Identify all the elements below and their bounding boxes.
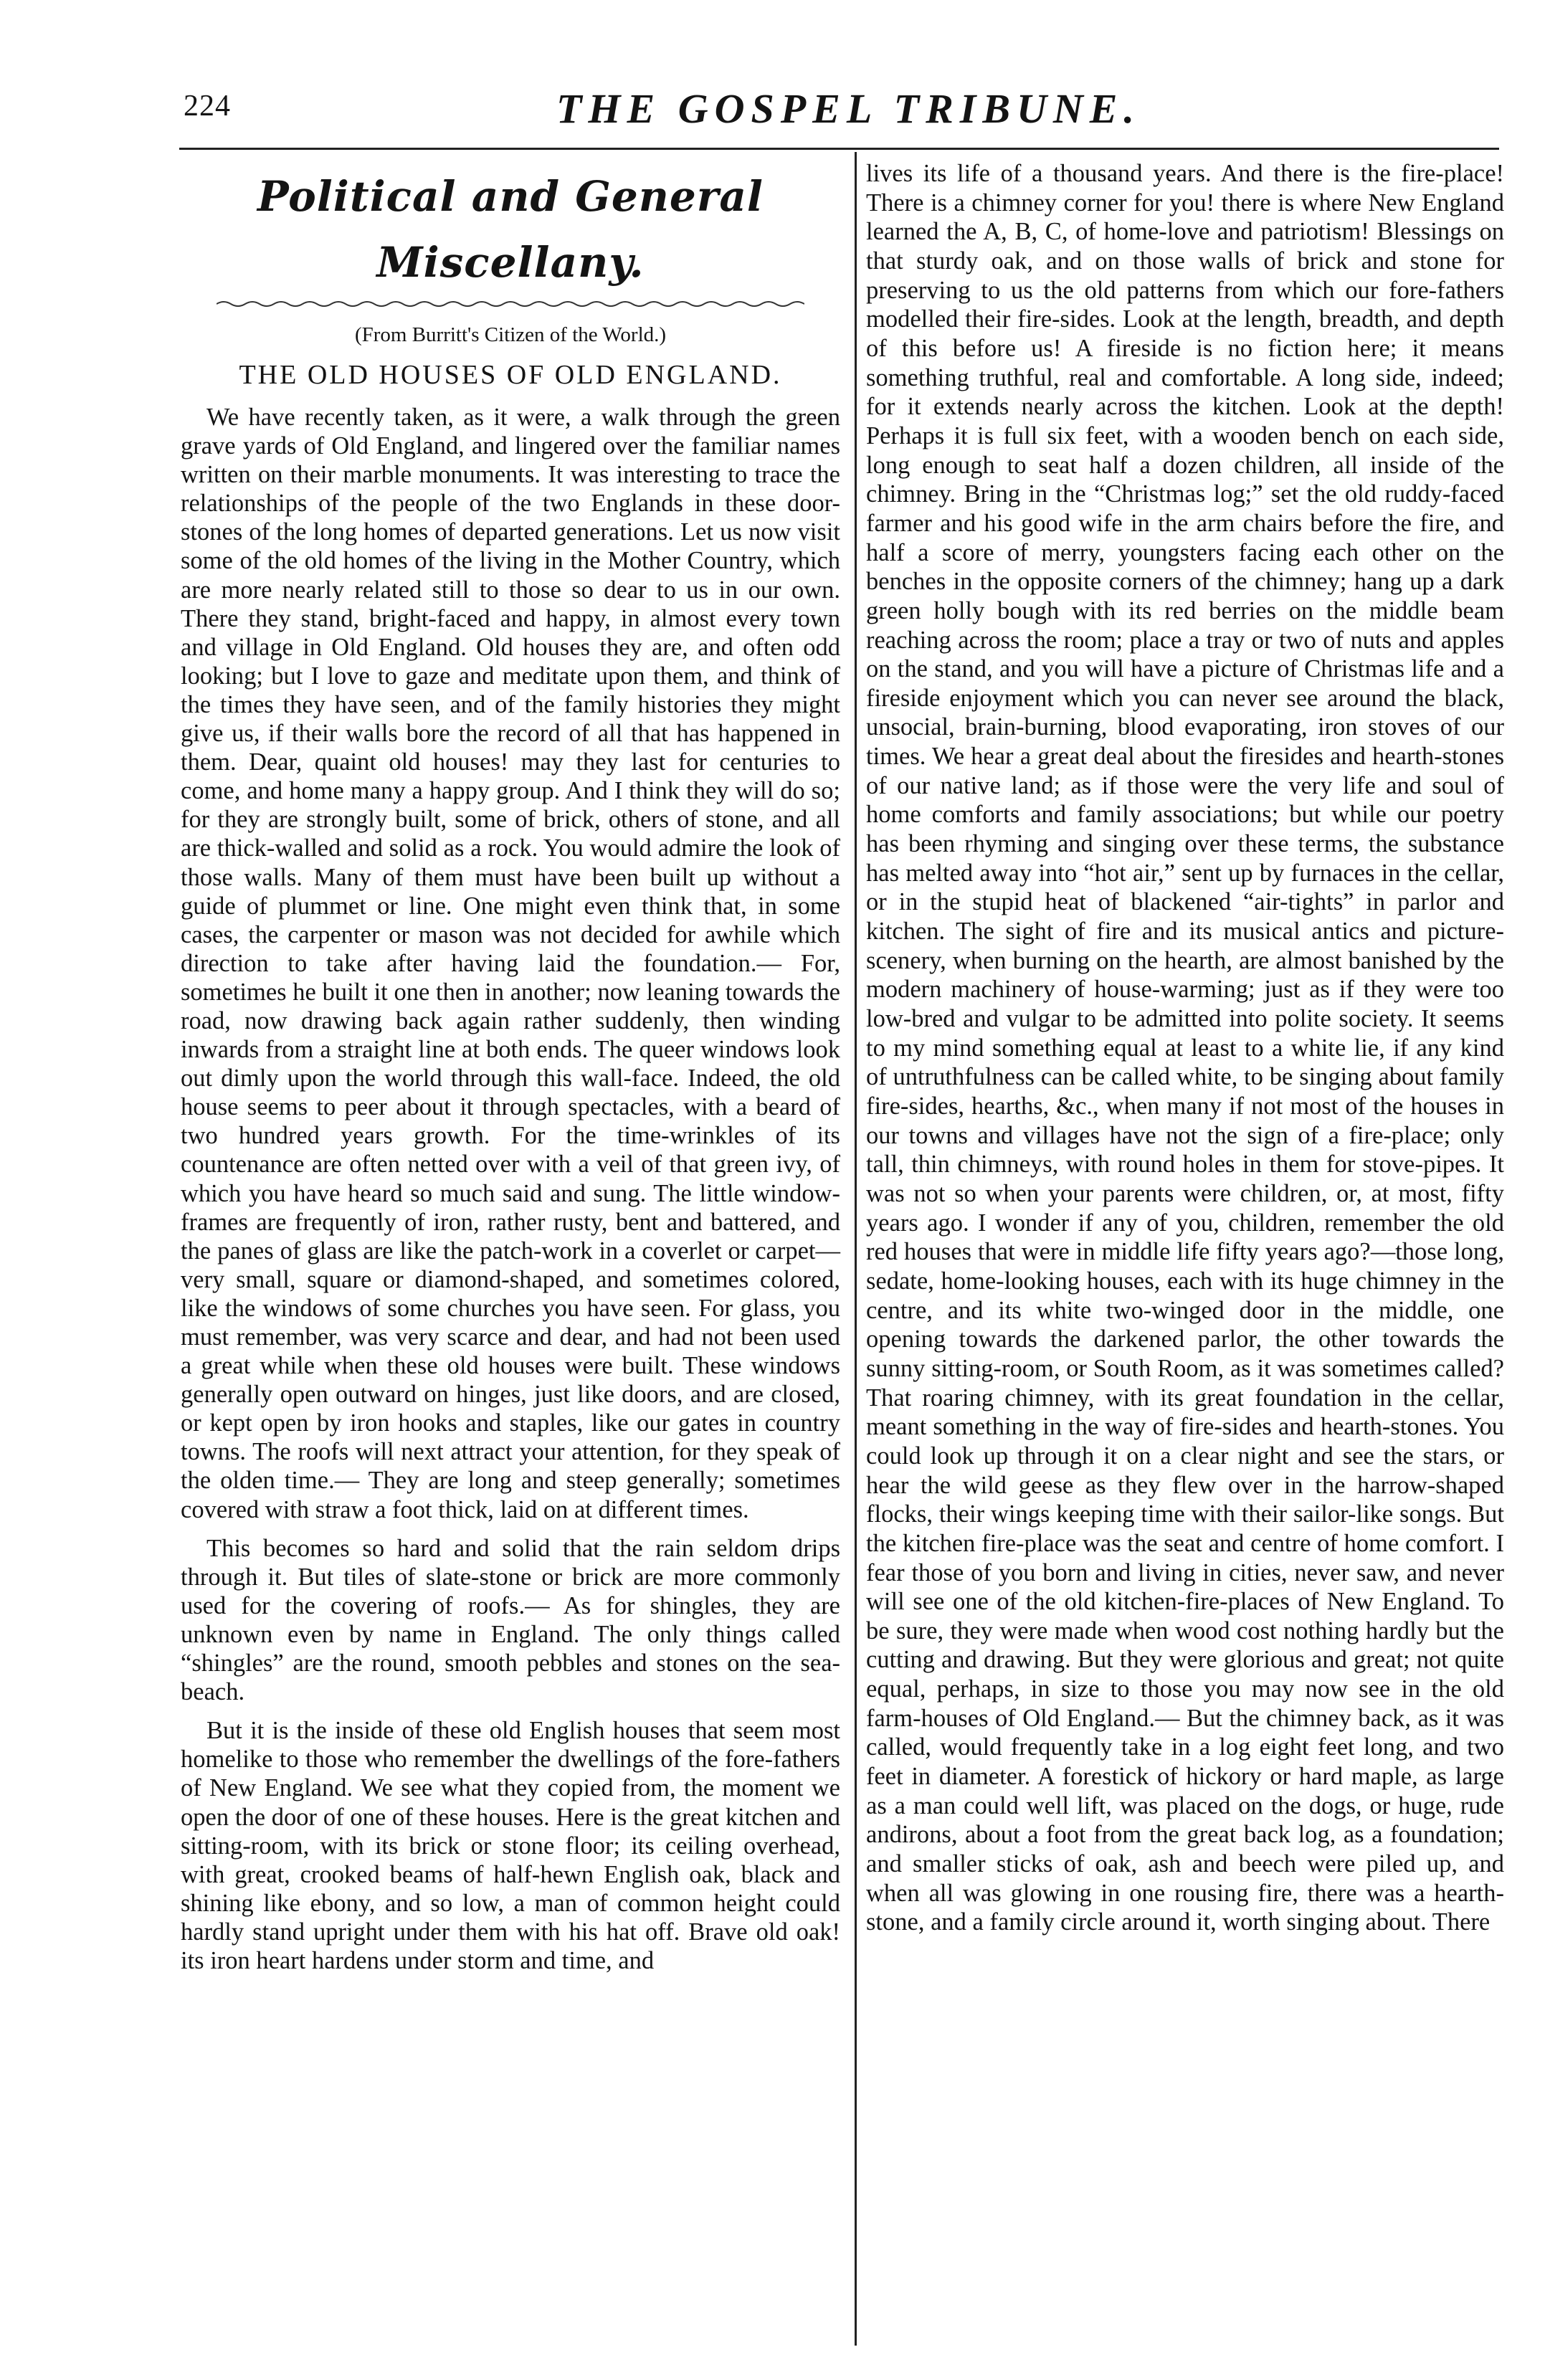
page-number: 224 bbox=[184, 90, 231, 123]
paragraph: This becomes so hard and solid that the rain seldom drips through it. But tiles of slate-stone or brick are more commonly used for the covering of roofs.— As for shingles, they are unknown even by name in England. The only things called “shingles” are the round, smooth pebbles and stones on the sea-beach. bbox=[181, 1534, 840, 1706]
paragraph: We have recently taken, as it were, a walk through the green grave yards of Old England, and lingered over the familiar names written on their marble monuments. It was interesting to trace the relationships of the people of the two Englands in these door-stones of the long homes of departed generations. Let us now visit some of the old homes of the living in the Mother Country, which are more nearly related still to those so dear to us in our own. There they stand, bright-faced and happy, in almost every town and village in Old England. Old houses they are, and often odd looking; but I love to gaze and meditate upon them, and think of the times they have seen, and of the family histories they might give us, if their walls bore the record of all that has happened in them. Dear, quaint old houses! may they last for centuries to come, and home many a happy group. And I think they will do so; for they are strongly built, some of brick, others of stone, and all are thick-walled and solid as a rock. You would admire the look of those walls. Many of them must have been built up without a guide of plummet or line. One might even think that, in some cases, the carpenter or mason was not decided for awhile which direction to take after having laid the foundation.— For, sometimes he built it one then in another; now leaning towards the road, now drawing back again rather suddenly, then winding inwards from a straight line at both ends. The queer windows look out dimly upon the world through this wall-face. Indeed, the old house seems to peer about it through spectacles, with a beard of two hundred years growth. For the time-wrinkles of its countenance are often netted over with a veil of that green ivy, of which you have heard so much said and sung. The little window-frames are frequently of iron, rather rusty, bent and battered, and the panes of glass are like the patch-work in a coverlet or carpet—very small, square or diamond-shaped, and sometimes colored, like the windows of some churches you have seen. For glass, you must remember, was very scarce and dear, and had not been used a great while when these old houses were built. These windows generally open outward on hinges, just like doors, and are closed, or kept open by iron hooks and staples, like our gates in country towns. The roofs will next attract your attention, for they speak of the olden time.— They are long and steep generally; sometimes covered with straw a foot thick, laid on at different times. bbox=[181, 404, 840, 1523]
left-column-body bbox=[181, 403, 840, 1975]
running-head bbox=[184, 85, 1499, 135]
column-divider bbox=[855, 152, 857, 2346]
journal-title: THE GOSPEL TRIBUNE. bbox=[556, 85, 1141, 132]
article-title: THE OLD HOUSES OF OLD ENGLAND. bbox=[239, 360, 782, 390]
left-column bbox=[181, 159, 840, 1975]
source-attribution: (From Burritt's Citizen of the World.) bbox=[354, 323, 667, 346]
section-title: Political and General Miscellany. bbox=[257, 172, 764, 287]
header-rule bbox=[179, 148, 1499, 150]
ornamental-rule bbox=[217, 298, 804, 310]
right-column bbox=[866, 159, 1504, 1937]
paragraph: lives its life of a thousand years. And there is the fire-place! There is a chimney corner for you! there is where New England learned the A, B, C, of home-love and patriotism! Blessings on that sturdy oak, and on those walls of brick and stone for preserving to us the old patterns from which our fore-fathers modelled their fire-sides. Look at the length, breadth, and depth of this before us! A fireside is no fiction here; it means something truthful, real and comfortable. A long side, indeed; for it extends nearly across the kitchen. Look at the depth! Perhaps it is full six feet, with a wooden bench on each side, long enough to seat half a dozen children, all inside of the chimney. Bring in the “Christmas log;” set the old ruddy-faced farmer and his good wife in the arm chairs before the fire, and half a score of merry, youngsters facing each other on the benches in the opposite corners of the chimney; hang up a dark green holly bough with its red berries on the middle beam reaching across the room; place a tray or two of nuts and apples on the stand, and you will have a picture of Christmas life and a fireside enjoyment which you can never see around the black, unsocial, brain-burning, blood evaporating, iron stoves of our times. We hear a great deal about the firesides and hearth-stones of our native land; as if those were the very life and soul of home comforts and family associations; but while our poetry has been rhyming and singing over these terms, the substance has melted away into “hot air,” sent up by furnaces in the cellar, or in the stupid heat of blackened “air-tights” in parlor and kitchen. The sight of fire and its musical antics and picture-scenery, when burning on the hearth, are almost banished by the modern machinery of house-warming; just as if they were too low-bred and vulgar to be admitted into polite society. It seems to my mind something equal at least to a white lie, if any kind of untruthfulness can be called white, to be singing about family fire-sides, hearths, &c., when many if not most of the houses in our towns and villages have not the sign of a fire-place; only tall, thin chimneys, with round holes in them for stove-pipes. It was not so when your parents were children, or, at most, fifty years ago. I wonder if any of you, children, remember the old red houses that were in middle life fifty years ago?—those long, sedate, home-looking houses, each with its huge chimney in the centre, and its white two-winged door in the middle, one opening towards the darkened parlor, the other towards the sunny sitting-room, or South Room, as it was sometimes called? That roaring chimney, with its great foundation in the cellar, meant something in the way of fire-sides and hearth-stones. You could look up through it on a clear night and see the stars, or hear the wild geese as they flew over in the harrow-shaped flocks, their wings keeping time with their sailor-like songs. But the kitchen fire-place was the seat and centre of home comfort. I fear those of you born and living in cities, never saw, and never will see one of the old kitchen-fire-places of New England. To be sure, they were made when wood cost nothing hardly but the cutting and drawing. But they were glorious and great; not quite equal, perhaps, in size to those you may now see in the old farm-houses of Old England.— But the chimney back, as it was called, would frequently take in a log eight feet long, and two feet in diameter. A forestick of hickory or hard maple, as large as a man could well lift, was placed on the dogs, or huge, rude andirons, about a foot from the great back log, as a foundation; and smaller sticks of oak, ash and beech were piled up, and when all was glowing in one rousing fire, there was a hearth-stone, and a family circle around it, worth singing about. There bbox=[866, 160, 1504, 1936]
paragraph: But it is the inside of these old English houses that seem most homelike to those who remember the dwellings of the fore-fathers of New England. We see what they copied from, the moment we open the door of one of these houses. Here is the great kitchen and sitting-room, with its brick or stone floor; its ceiling overhead, with great, crooked beams of half-hewn English oak, black and shining like ebony, and so low, a man of common height could hardly stand upright under them with his hat off. Brave old oak! its iron heart hardens under storm and time, and bbox=[181, 1717, 840, 1974]
right-column-body bbox=[866, 159, 1504, 1937]
